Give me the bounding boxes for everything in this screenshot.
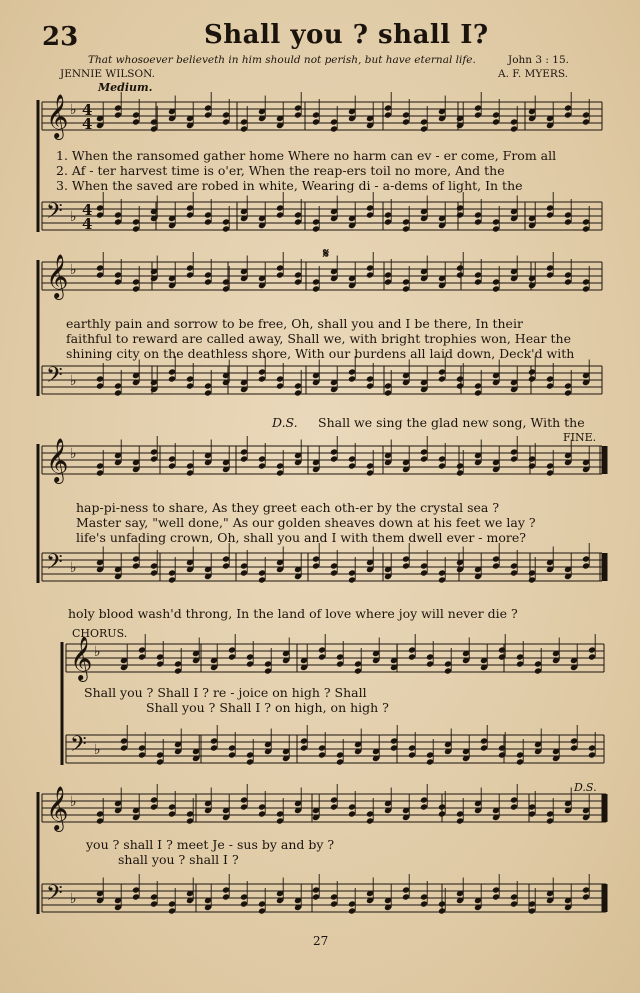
s3-verse-2: Master say, "well done," As our golden sheaves down at his feet we lay ?: [76, 515, 536, 530]
s1-verse-2: 2. Af - ter harvest time is o'er, When the reap-ers toil no more, And the: [56, 163, 505, 178]
time-signature: 4: [82, 115, 93, 133]
tempo-marking: Medium.: [98, 81, 153, 94]
treble-clef: 𝄞: [46, 94, 69, 138]
flat-icon: ♭: [94, 742, 101, 758]
hymn-number: 23: [42, 22, 79, 52]
flat-icon: ♭: [70, 891, 77, 907]
s1-verse-1: 1. When the ransomed gather home Where no harm can ev - er come, From all: [56, 148, 557, 163]
chorus-line-3: you ? shall I ? meet Je - sus by and by ?: [86, 837, 335, 852]
treble-clef: 𝄞: [46, 438, 69, 482]
treble-clef: 𝄞: [70, 636, 93, 680]
time-signature: 4: [82, 215, 93, 233]
bass-clef: 𝄢: [46, 550, 63, 580]
flat-icon: ♭: [70, 446, 77, 462]
flat-icon: ♭: [94, 644, 101, 660]
flat-icon: ♭: [70, 262, 77, 278]
chorus-line-2: Shall you ? Shall I ? on high, on high ?: [146, 700, 389, 715]
chorus-line-1: Shall you ? Shall I ? re - joice on high ? Shall: [84, 685, 367, 700]
page-number: 27: [313, 934, 329, 948]
chorus-ds-marking: D.S.: [574, 781, 597, 794]
chorus-label: CHORUS.: [72, 627, 128, 640]
s3-ds-text: holy blood wash'd throng, In the land of love where joy will never die ?: [68, 606, 518, 621]
s2-ds-text: Shall we sing the glad new song, With the: [318, 415, 585, 430]
s2-ds-label: D.S.: [272, 415, 298, 430]
chorus-line-4: shall you ? shall I ?: [118, 852, 239, 867]
flat-icon: ♭: [70, 102, 77, 118]
s2-verse-1: earthly pain and sorrow to be free, Oh, shall you and I be there, In their: [66, 316, 523, 331]
scripture-reference: John 3 : 15.: [508, 54, 569, 66]
flat-icon: ♭: [70, 794, 77, 810]
s3-verse-1: hap-pi-ness to share, As they greet each oth-er by the crystal sea ?: [76, 500, 500, 515]
time-signature: 4: [82, 201, 93, 219]
s3-verse-3: life's unfading crown, Oh, shall you and I with them dwell ever - more?: [76, 530, 526, 545]
s2-verse-2: faithful to reward are called away, Shall we, with bright trophies won, Hear the: [66, 331, 571, 346]
bass-clef: 𝄢: [46, 199, 63, 229]
epigraph: That whosoever believeth in him should not perish, but have eternal life.: [88, 54, 476, 66]
s2-verse-3: shining city on the deathless shore, With our burdens all laid down, Deck'd with: [66, 346, 575, 361]
treble-clef: 𝄞: [46, 254, 69, 298]
bass-clef: 𝄢: [46, 363, 63, 393]
bass-clef: 𝄢: [46, 881, 63, 911]
s1-verse-3: 3. When the saved are robed in white, Wearing di - a-dems of light, In the: [56, 178, 523, 193]
hymn-title: Shall you ? shall I?: [204, 20, 489, 50]
segno-icon: 𝄋: [323, 246, 330, 262]
bass-clef: 𝄢: [70, 732, 87, 762]
time-signature: 4: [82, 101, 93, 119]
lyricist: JENNIE WILSON.: [60, 68, 155, 80]
flat-icon: ♭: [70, 373, 77, 389]
flat-icon: ♭: [70, 560, 77, 576]
treble-clef: 𝄞: [46, 786, 69, 830]
fine-marking: FINE.: [563, 431, 597, 444]
flat-icon: ♭: [70, 209, 77, 225]
composer: A. F. MYERS.: [498, 68, 568, 80]
